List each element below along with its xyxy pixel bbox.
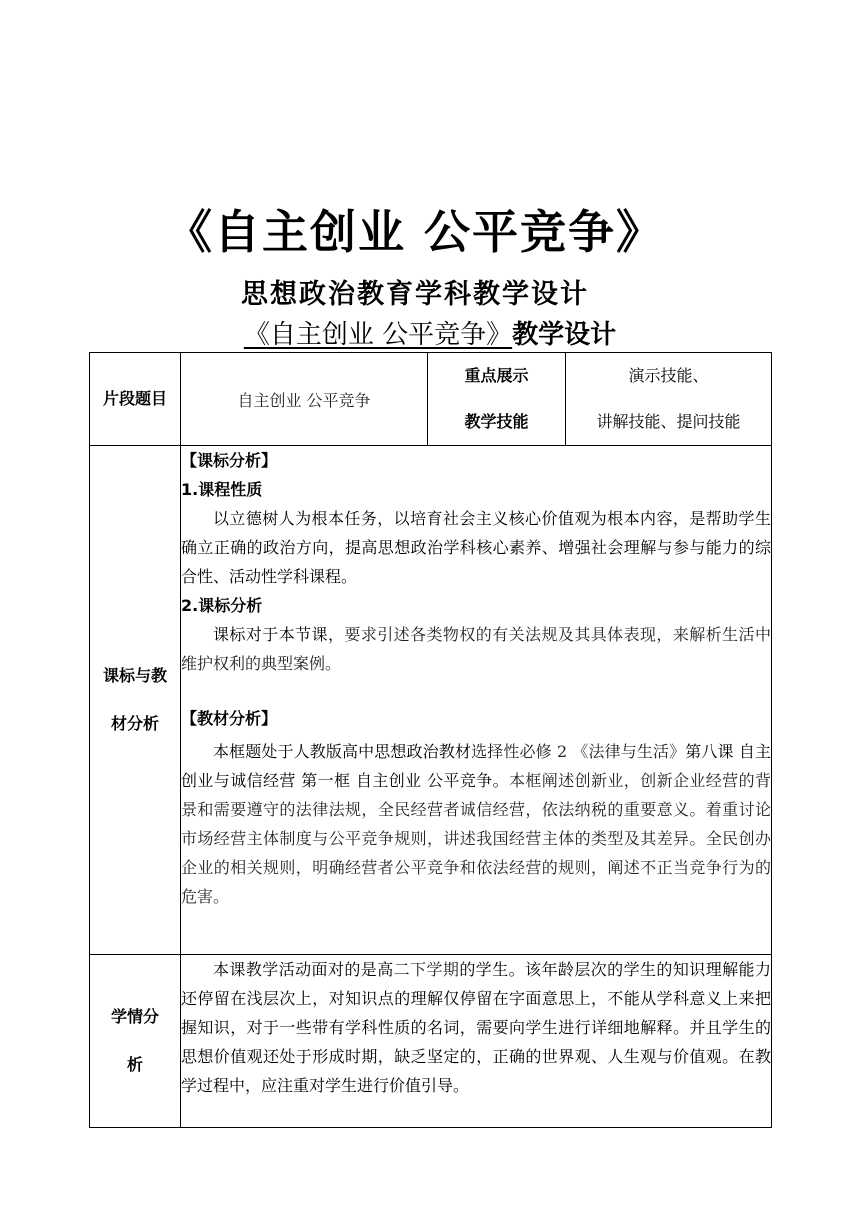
nature-paragraph: 以立德树人为根本任务，以培育社会主义核心价值观为根本内容，是帮助学生确立正确的政治方向，提高思想政治学科核心素养、增强社会理解与参与能力的综合性、活动性学科课程。 (181, 509, 771, 586)
analysis-label-line-1: 课标与教 (102, 666, 167, 685)
document-main-title: 《自主创业 公平竞争》 (165, 205, 664, 259)
topic-value-cell (181, 353, 428, 446)
standard-heading: 2.课标分析 (181, 596, 263, 615)
table-row-learner (90, 955, 772, 1128)
table-row-analysis (90, 446, 772, 955)
textbook-text-d: 本框阐述创新业，创新企业经营的背景和需要遵守的法律法规，全民经营者诚信经营，依法纳税的重要意义。着重讨论市场经营主体制度与公平竞争规则，讲述我国经营主体的类型及其差异。全民创办企业的相关规则，明确经营者公平竞争和依法经营的规则，阐述不正当竞争行为的危害。 (181, 771, 771, 906)
topic-label-cell (90, 353, 181, 446)
textbook-text-a: 本框题处于人教版高中思想政治教材 (213, 742, 472, 761)
skill-label-cell (428, 353, 566, 446)
learner-text-c: 的学生。该年龄层次的学生的知识理解能力还停留在浅层次上，对知识点的理解仅停留在字面意思上，不能从学科意义上来把握知识，对于一些带有学科性质的名词，需要向学生进行详细地解释。并且学生的思想价值观还处于形成时期，缺乏坚定的，正确的世界观、人生观与价值观。在教学过程中，应注重对学生进行价值引导。 (181, 960, 771, 1095)
curriculum-heading: 【课标分析】 (181, 451, 278, 470)
design-title-suffix: 教学设计 (512, 320, 617, 350)
textbook-text-b: 选择性必修 2 《法律与生活》 (471, 742, 686, 761)
learner-label-line-1: 学情分 (110, 1007, 159, 1026)
learner-label-line-2: 析 (126, 1055, 143, 1074)
skill-value-line-1: 演示技能、 (628, 366, 709, 385)
lesson-design-table (89, 352, 772, 1128)
design-title-underlined: 《自主创业 公平竞争》 (243, 320, 513, 350)
learner-text-a: 本课教学活动面对的是高二 (213, 960, 411, 979)
standard-text-b: 要求引述各类物权的有关法规及其具体表现，来解析生活中维护权利的典型案例。 (181, 625, 771, 673)
standard-text-a: 课标对于本节课， (213, 625, 345, 644)
document-subtitle: 思想政治教育学科教学设计 (241, 279, 589, 310)
learner-label-cell (90, 955, 181, 1128)
table-row-topic (90, 353, 772, 446)
textbook-text-c: 第八课 自主创业与诚信经营 第一框 自主创业 公平竞争。 (181, 742, 771, 790)
topic-label: 片段题目 (102, 389, 167, 408)
nature-heading: 1.课程性质 (181, 480, 263, 499)
skill-label-line-1: 重点展示 (464, 366, 529, 385)
analysis-label-line-2: 材分析 (110, 714, 159, 733)
skill-label-line-2: 教学技能 (464, 412, 529, 431)
analysis-content-cell (181, 446, 772, 955)
standard-paragraph (181, 620, 771, 678)
textbook-paragraph (181, 737, 771, 911)
learner-content-cell (181, 955, 772, 1128)
learner-text-b: 下学期 (410, 960, 460, 979)
skill-value-line-2: 讲解技能、提问技能 (596, 412, 741, 431)
topic-value: 自主创业 公平竞争 (237, 390, 371, 410)
design-title (0, 314, 860, 351)
analysis-label-cell (90, 446, 181, 955)
skill-value-cell (566, 353, 772, 446)
textbook-heading: 【教材分析】 (181, 709, 278, 728)
